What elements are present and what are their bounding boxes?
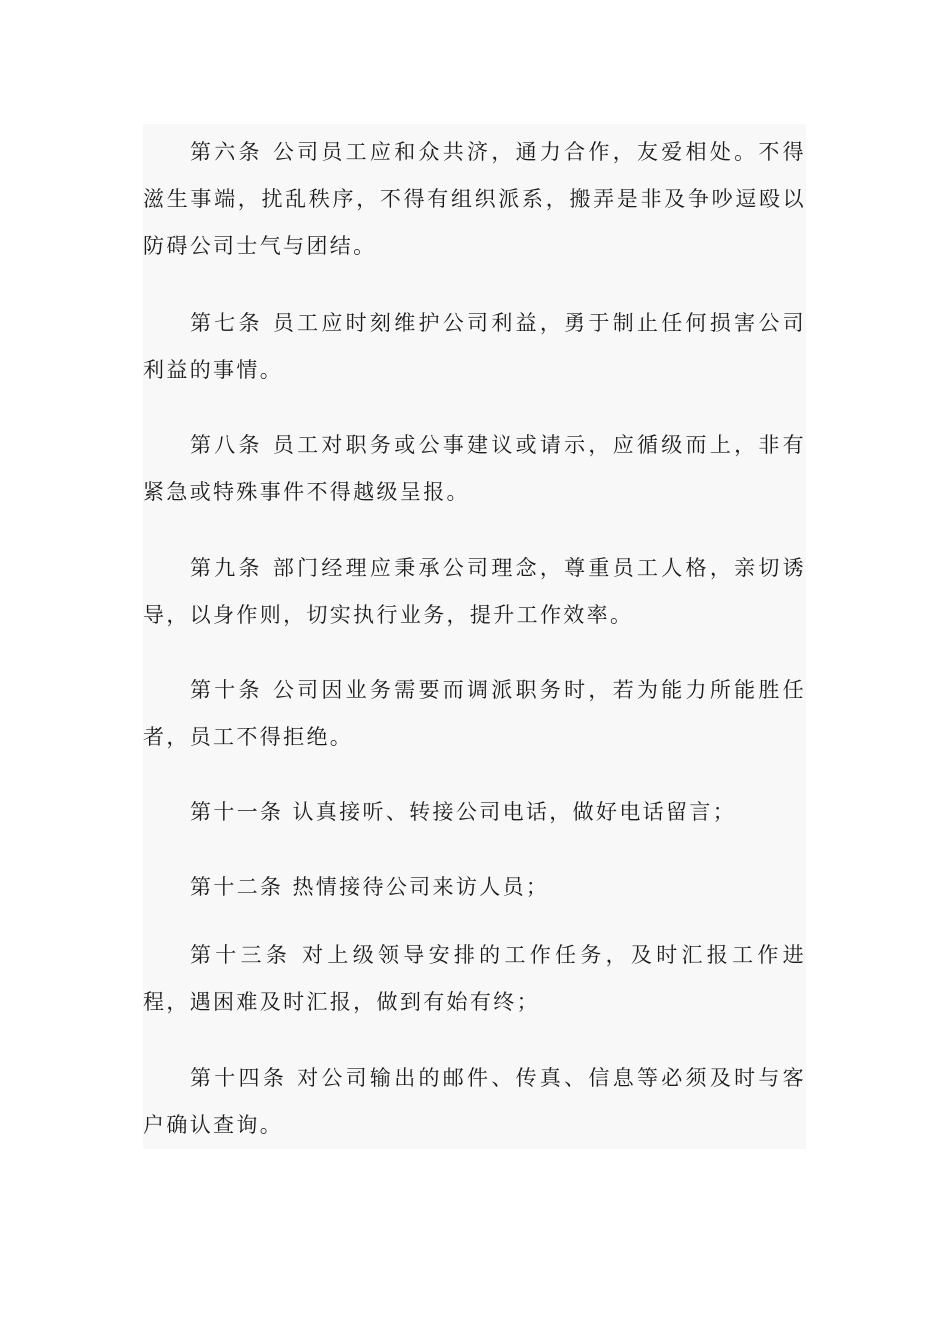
article-text: 员工对职务或公事建议或请示，应循级而上，非有紧急或特殊事件不得越级呈报。 [143, 433, 807, 504]
article-6 [143, 129, 806, 270]
article-number: 第九条 [190, 556, 263, 580]
article-text: 公司员工应和众共济，通力合作，友爱相处。不得滋生事端，扰乱秩序，不得有组织派系，搬弄是非及争吵逗殴以防碍公司士气与团结。 [143, 140, 807, 258]
article-number: 第七条 [190, 311, 263, 335]
article-number: 第十二条 [190, 875, 284, 899]
article-10 [143, 667, 806, 761]
article-number: 第十四条 [190, 1066, 288, 1090]
article-text: 对上级领导安排的工作任务，及时汇报工作进程，遇困难及时汇报，做到有始有终； [143, 943, 807, 1014]
article-text: 对公司输出的邮件、传真、信息等必须及时与客户确认查询。 [143, 1066, 807, 1137]
article-9 [143, 545, 806, 639]
article-text: 认真接听、转接公司电话，做好电话留言； [292, 800, 737, 824]
document-body [143, 124, 806, 1149]
article-8 [143, 422, 806, 516]
article-number: 第八条 [190, 433, 263, 457]
article-text: 员工应时刻维护公司利益，勇于制止任何损害公司利益的事情。 [143, 311, 807, 382]
article-number: 第六条 [190, 140, 263, 164]
article-number: 第十一条 [190, 800, 284, 824]
article-13 [143, 932, 806, 1026]
article-11 [143, 789, 806, 836]
article-7 [143, 300, 806, 394]
article-text: 部门经理应秉承公司理念，尊重员工人格，亲切诱导，以身作则，切实执行业务，提升工作效率。 [143, 556, 807, 627]
article-number: 第十三条 [190, 943, 292, 967]
article-number: 第十条 [190, 678, 263, 702]
article-14 [143, 1055, 806, 1149]
article-text: 热情接待公司来访人员； [292, 875, 550, 899]
article-12 [143, 864, 806, 911]
article-text: 公司因业务需要而调派职务时，若为能力所能胜任者，员工不得拒绝。 [143, 678, 807, 749]
